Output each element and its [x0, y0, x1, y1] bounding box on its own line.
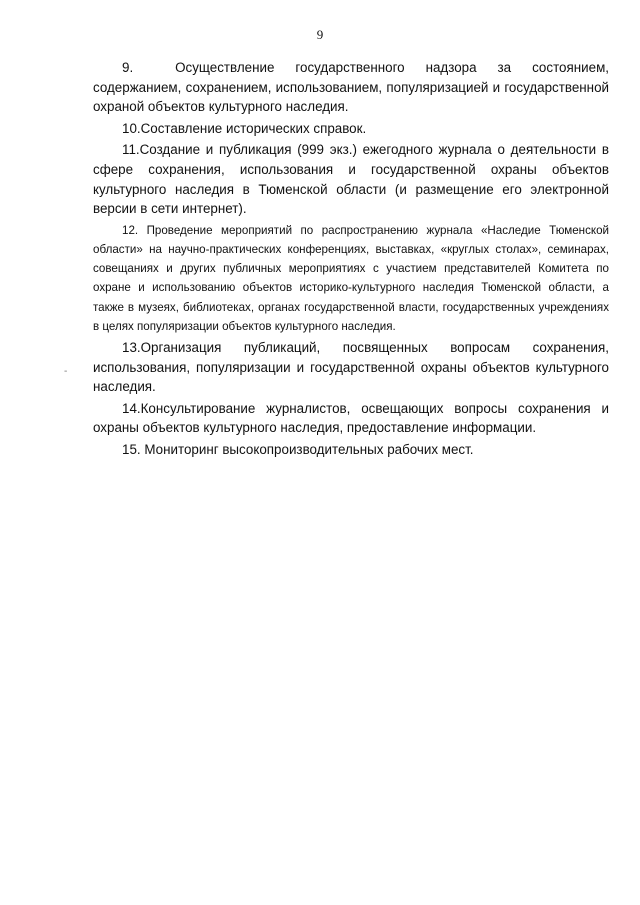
list-item-9: 9. Осуществление государственного надзора за состоянием, содержанием, сохранением, использованием, популяризацией и государственной охраной объектов культурного наследия. — [93, 60, 609, 115]
list-item-13: 13.Организация публикаций, посвященных вопросам сохранения, использования, популяризации и государственной охраны объектов культурного наследия. — [93, 339, 609, 395]
list-item-11: 11.Создание и публикация (999 экз.) ежегодного журнала о деятельности в сфере сохранения, использования и государственной охраны объектов культурного наследия в Тюменской области (и размещение его электронной версии в сети интернет). — [93, 142, 609, 217]
list-item-14: 14.Консультирование журналистов, освещающих вопросы сохранения и охраны объектов культурного наследия, предоставление информации. — [93, 400, 609, 436]
list-item-15: 15. Мониторинг высокопроизводительных рабочих мест. — [122, 441, 474, 457]
list-item-12: 12. Проведение мероприятий по распространению журнала «Наследие Тюменской области» на научно-практических конференциях, выставках, «круглых столах», семинарах, совещаниях и других публичных мероприятиях с участием представителей Комитета по охране и использованию объектов историко-культурного наследия Тюменской области, а также в музеях, библиотеках, органах государственной власти, государственных учреждениях в целях популяризации объектов культурного наследия. — [93, 223, 609, 333]
document-body — [93, 58, 609, 462]
page-number: 9 — [316, 27, 324, 42]
list-item-10: 10.Составление исторических справок. — [122, 120, 367, 136]
margin-mark: - — [64, 366, 68, 377]
